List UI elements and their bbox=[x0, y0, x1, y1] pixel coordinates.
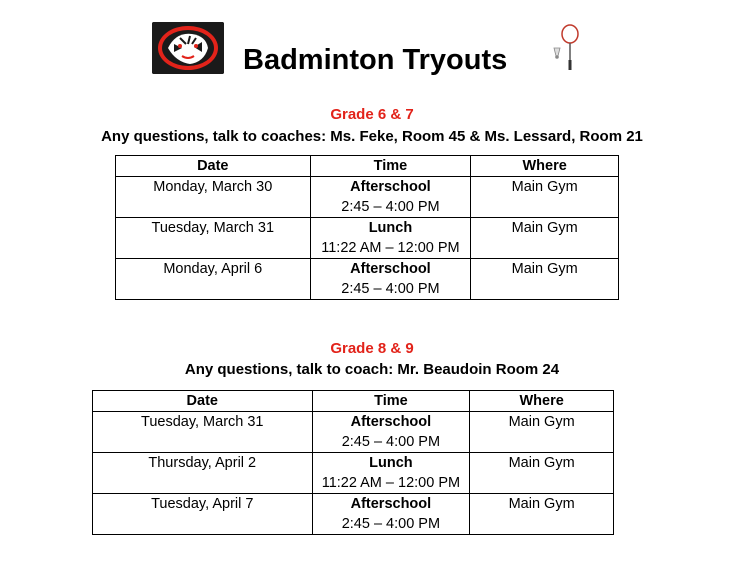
date-cell: Monday, April 6 bbox=[116, 259, 311, 300]
location-cell: Main Gym bbox=[470, 494, 614, 535]
table-row bbox=[93, 453, 614, 494]
tiger-logo-icon bbox=[152, 22, 224, 74]
period-label: Lunch bbox=[369, 455, 413, 471]
time-cell bbox=[312, 453, 470, 494]
table-row bbox=[116, 177, 619, 218]
contact-info: Any questions, talk to coach: Mr. Beaudoin Room 24 bbox=[184, 361, 560, 378]
time-cell bbox=[310, 177, 471, 218]
table-row bbox=[116, 259, 619, 300]
date-cell: Tuesday, March 31 bbox=[93, 412, 313, 453]
time-cell bbox=[310, 259, 471, 300]
time-range: 2:45 – 4:00 PM bbox=[341, 516, 441, 532]
page-title: Badminton Tryouts bbox=[243, 44, 508, 76]
location-cell: Main Gym bbox=[470, 453, 614, 494]
period-label: Afterschool bbox=[350, 414, 432, 430]
time-cell bbox=[312, 412, 470, 453]
schedule-table bbox=[92, 390, 614, 535]
date-cell: Thursday, April 2 bbox=[93, 453, 313, 494]
date-cell: Monday, March 30 bbox=[116, 177, 311, 218]
column-header-time: Time bbox=[310, 156, 471, 177]
time-range: 11:22 AM – 12:00 PM bbox=[321, 475, 461, 491]
column-header-date: Date bbox=[93, 391, 313, 412]
table-row bbox=[116, 218, 619, 259]
date-cell: Tuesday, April 7 bbox=[93, 494, 313, 535]
contact-info: Any questions, talk to coaches: Ms. Feke, Room 45 & Ms. Lessard, Room 21 bbox=[101, 128, 643, 145]
badminton-racket-icon bbox=[550, 22, 584, 74]
table-row bbox=[93, 412, 614, 453]
location-cell: Main Gym bbox=[471, 259, 619, 300]
time-cell bbox=[310, 218, 471, 259]
column-header-date: Date bbox=[116, 156, 311, 177]
table-header-row bbox=[116, 156, 619, 177]
period-label: Afterschool bbox=[350, 261, 431, 277]
table-header-row bbox=[93, 391, 614, 412]
location-cell: Main Gym bbox=[471, 177, 619, 218]
table-row bbox=[93, 494, 614, 535]
time-range: 2:45 – 4:00 PM bbox=[341, 281, 440, 297]
time-cell bbox=[312, 494, 470, 535]
grade-heading: Grade 6 & 7 bbox=[330, 106, 414, 123]
column-header-where: Where bbox=[471, 156, 619, 177]
time-range: 11:22 AM – 12:00 PM bbox=[321, 240, 460, 256]
column-header-time: Time bbox=[312, 391, 470, 412]
location-cell: Main Gym bbox=[470, 412, 614, 453]
period-label: Lunch bbox=[368, 220, 413, 236]
time-range: 2:45 – 4:00 PM bbox=[341, 199, 440, 215]
schedule-table bbox=[115, 155, 619, 300]
time-range: 2:45 – 4:00 PM bbox=[341, 434, 441, 450]
grade-heading: Grade 8 & 9 bbox=[330, 340, 414, 357]
column-header-where: Where bbox=[470, 391, 614, 412]
date-cell: Tuesday, March 31 bbox=[116, 218, 311, 259]
period-label: Afterschool bbox=[350, 179, 431, 195]
location-cell: Main Gym bbox=[471, 218, 619, 259]
period-label: Afterschool bbox=[350, 496, 432, 512]
